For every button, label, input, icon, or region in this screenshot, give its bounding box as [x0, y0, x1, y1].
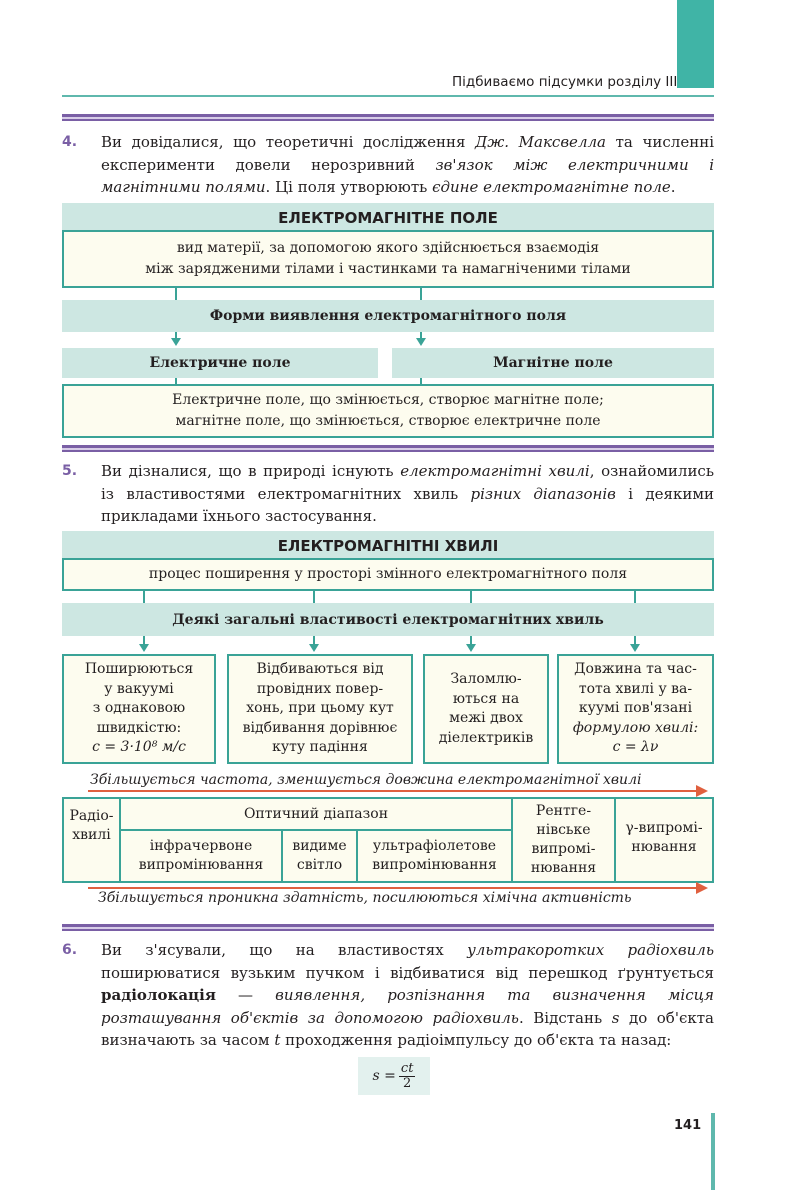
electric-field-label: Електричне поле [62, 348, 378, 378]
section-4-paragraph: 4. Ви довідалися, що теоретичні дослідження Дж. Максвелла та численні експерименти довели нерозривний зв'язок між електричними і магнітними полями. Ці поля утворюють єдине електромагнітне поле. [62, 133, 714, 196]
arrow-down-icon [171, 338, 181, 346]
em-field-title: ЕЛЕКТРОМАГНІТНЕ ПОЛЕ [62, 203, 714, 233]
connector-line [143, 591, 145, 603]
section-number: 5. [62, 463, 78, 479]
running-header: Підбиваємо підсумки розділу III [452, 74, 678, 90]
section-number: 4. [62, 134, 78, 150]
infrared-cell: інфрачервоне випромінювання [119, 829, 281, 881]
connector-line [470, 591, 472, 603]
magnetic-field-label: Магнітне поле [392, 348, 714, 378]
em-field-definition: вид матерії, за допомогою якого здійснюється взаємодія між зарядженими тілами і частинками та намагніченими тілами [62, 230, 714, 288]
gamma-cell: γ-випромі- нювання [614, 799, 712, 881]
em-waves-properties-title: Деякі загальні властивості електромагнітних хвиль [62, 603, 714, 636]
ultraviolet-cell: ультрафіолетове випромінювання [356, 829, 511, 881]
section-divider [62, 924, 714, 931]
frequency-scale-label: Збільшується частота, зменшується довжина електромагнітної хвилі [90, 772, 642, 788]
spectrum-table [62, 797, 714, 883]
arrow-right-icon [88, 790, 704, 792]
property-reflection: Відбиваються від провідних повер- хонь, при цьому кут відбивання дорівнює куту падіння [227, 654, 413, 764]
chapter-tab-marker [677, 0, 714, 88]
arrow-down-icon [416, 338, 426, 346]
xray-cell: Рентге- нівське випромі- нювання [511, 799, 614, 881]
property-speed: Поширюються у вакуумі з однаковою швидкістю: c = 3·10⁸ м/с [62, 654, 216, 764]
em-waves-definition: процес поширення у просторі змінного електромагнітного поля [62, 558, 714, 591]
page-number: 141 [674, 1118, 702, 1133]
page-edge-bar [711, 1113, 715, 1190]
em-field-relation: Електричне поле, що змінюється, створює магнітне поле; магнітне поле, що змінюється, створює електричне поле [62, 384, 714, 438]
property-refraction: Заломлю- ються на межі двох діелектриків [423, 654, 549, 764]
em-waves-title: ЕЛЕКТРОМАГНІТНІ ХВИЛІ [62, 531, 714, 561]
connector-line [313, 591, 315, 603]
connector-line [420, 288, 422, 300]
arrow-down-icon [309, 644, 319, 652]
connector-line [175, 288, 177, 300]
section-divider [62, 114, 714, 121]
property-wave-formula: Довжина та час- тота хвилі у ва- куумі пов'язані формулою хвилі: c = λν [557, 654, 714, 764]
connector-line [634, 591, 636, 603]
penetration-scale-label: Збільшується проникна здатність, посилюються хімічна активність [98, 890, 632, 906]
arrow-down-icon [630, 644, 640, 652]
radio-waves-cell: Радіо- хвилі [69, 808, 114, 843]
arrow-down-icon [139, 644, 149, 652]
em-field-forms-title: Форми виявлення електромагнітного поля [62, 300, 714, 332]
section-6-paragraph: 6. Ви з'ясували, що на властивостях ультракоротких радіохвиль поширюватися вузьким пучком і відбиватися від перешкод ґрунтується радіолокація — виявлення, розпізнання та визначення місця розташування об'єктів за допомогою радіохвиль. Відстань s до об'єкта визначають за часом t проходження радіоімпульсу до об'єкта та назад: [62, 941, 715, 1049]
header-rule [62, 95, 714, 97]
arrow-down-icon [466, 644, 476, 652]
radar-distance-formula: s = $\frac{ct}{2}$ [358, 1057, 430, 1095]
section-number: 6. [62, 942, 78, 958]
section-5-paragraph: 5. Ви дізналися, що в природі існують електромагнітні хвилі, ознайомились із властивостями електромагнітних хвиль різних діапазонів і деякими прикладами їхнього застосування. [62, 462, 715, 525]
visible-light-cell: видиме світло [281, 829, 356, 881]
section-divider [62, 445, 714, 452]
arrow-right-icon [88, 887, 704, 889]
optical-range-cell: Оптичний діапазон [119, 799, 511, 829]
